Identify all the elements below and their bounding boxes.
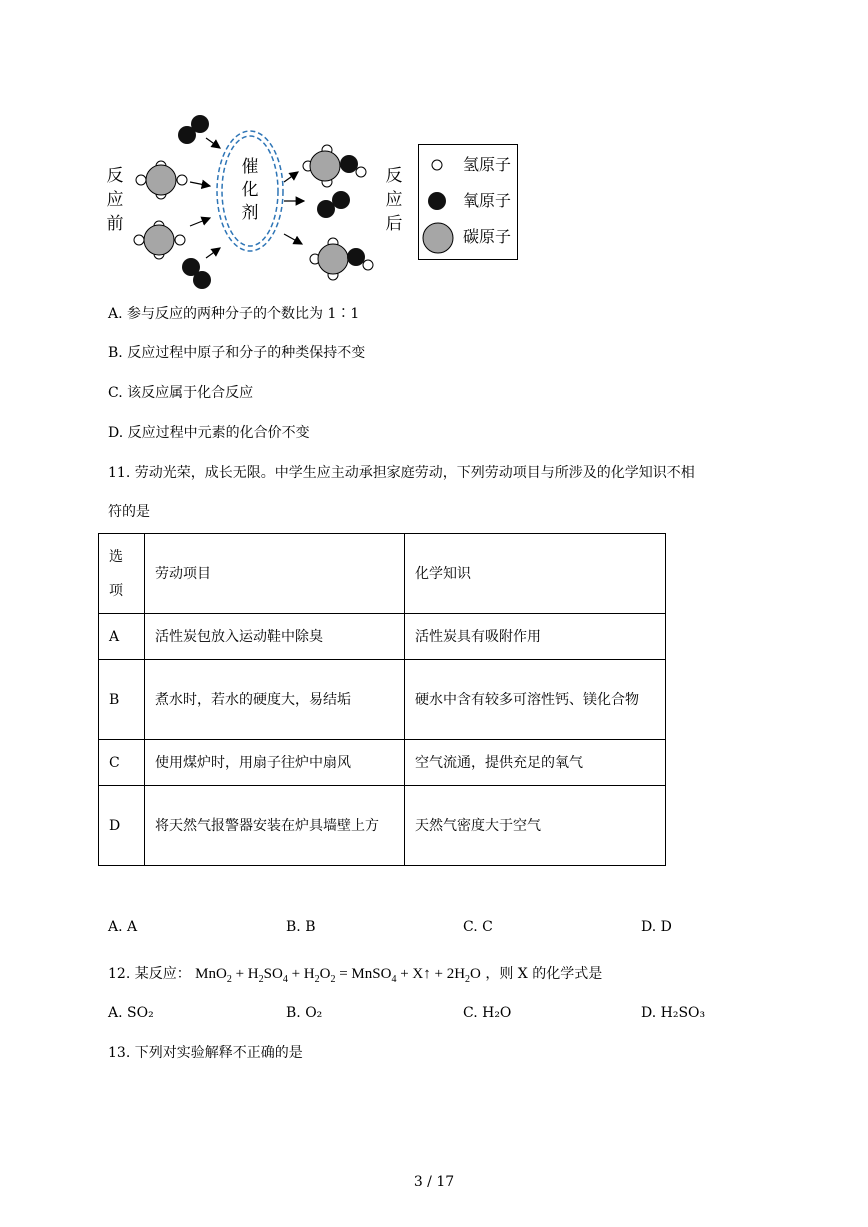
q12-option-d: D. H₂SO₃ xyxy=(641,1005,706,1021)
reaction-diagram xyxy=(100,108,530,298)
before-reaction-label: 反应前 xyxy=(106,166,124,234)
methanol-molecule-icon xyxy=(303,145,366,187)
arrow-icon xyxy=(206,248,220,258)
q13-stem: 13. 下列对实验解释不正确的是 xyxy=(108,1045,303,1061)
methane-molecule-icon xyxy=(134,221,185,259)
q12-stem-prefix: 12. 某反应： xyxy=(108,966,191,982)
q10-option-c: C. 该反应属于化合反应 xyxy=(108,385,254,401)
table-cell: 空气流通，提供充足的氧气 xyxy=(405,740,666,786)
legend-item-oxygen xyxy=(419,185,519,217)
q11-option-c: C. C xyxy=(463,919,493,935)
page-number: 3 / 17 xyxy=(413,1174,455,1190)
methanol-molecule-icon xyxy=(310,238,373,280)
q10-option-a: A. 参与反应的两种分子的个数比为 1∶1 xyxy=(108,306,360,322)
table-cell: 活性炭包放入运动鞋中除臭 xyxy=(145,614,405,660)
q12-option-a: A. SO₂ xyxy=(108,1005,154,1021)
oxygen-atom-icon xyxy=(426,190,448,212)
q10-option-b: B. 反应过程中原子和分子的种类保持不变 xyxy=(108,345,366,361)
table-cell: 天然气密度大于空气 xyxy=(405,786,666,866)
q12-option-b: B. O₂ xyxy=(286,1005,323,1021)
oxygen-molecule-icon xyxy=(178,115,209,144)
table-cell: 活性炭具有吸附作用 xyxy=(405,614,666,660)
q11-table xyxy=(98,533,666,866)
carbon-atom-icon xyxy=(421,221,455,255)
q12-stem-suffix: ，则 X 的化学式是 xyxy=(485,966,603,982)
table-header-cell: 选项 xyxy=(99,534,145,614)
table-header-cell: 劳动项目 xyxy=(145,534,405,614)
legend-label: 碳原子 xyxy=(463,227,512,246)
legend-label: 氢原子 xyxy=(463,155,512,174)
q11-option-a: A. A xyxy=(108,919,138,935)
oxygen-molecule-icon xyxy=(317,191,350,218)
q11-stem-continued: 符的是 xyxy=(108,504,150,520)
legend-item-carbon xyxy=(419,221,519,253)
q11-option-d: D. D xyxy=(641,919,672,935)
table-cell: A xyxy=(99,614,145,660)
catalyst-label: 催化剂 xyxy=(241,157,259,223)
methane-molecule-icon xyxy=(136,161,187,199)
atom-legend xyxy=(418,144,518,260)
table-row xyxy=(99,740,666,786)
legend-label: 氧原子 xyxy=(463,191,512,210)
oxygen-molecule-icon xyxy=(182,258,211,289)
table-cell: 煮水时，若水的硬度大，易结垢 xyxy=(145,660,405,740)
molecule-drawing xyxy=(100,108,420,298)
legend-item-hydrogen xyxy=(419,149,519,181)
table-cell: 将天然气报警器安装在炉具墙壁上方 xyxy=(145,786,405,866)
q12-option-c: C. H₂O xyxy=(463,1005,512,1021)
table-cell: 硬水中含有较多可溶性钙、镁化合物 xyxy=(405,660,666,740)
after-reaction-label: 反应后 xyxy=(385,166,403,234)
table-cell: 使用煤炉时，用扇子往炉中扇风 xyxy=(145,740,405,786)
arrow-icon xyxy=(190,218,210,226)
table-cell: B xyxy=(99,660,145,740)
table-row xyxy=(99,786,666,866)
arrow-icon xyxy=(206,138,220,148)
hydrogen-atom-icon xyxy=(429,157,445,173)
q11-option-b: B. B xyxy=(286,919,316,935)
reaction-equation: $MnO_2 + H_2SO_4 + H_2O_2$ = MnSO$_4$ + X↑ + $2H_2O$ xyxy=(195,966,481,985)
arrow-icon xyxy=(190,182,210,186)
table-cell: C xyxy=(99,740,145,786)
arrow-icon xyxy=(284,172,298,182)
q11-stem: 11. 劳动光荣，成长无限。中学生应主动承担家庭劳动，下列劳动项目与所涉及的化学知识不相 xyxy=(108,465,695,481)
table-cell: D xyxy=(99,786,145,866)
arrow-icon xyxy=(284,234,302,244)
table-header-cell: 化学知识 xyxy=(405,534,666,614)
table-row xyxy=(99,660,666,740)
table-row xyxy=(99,614,666,660)
q10-option-d: D. 反应过程中元素的化合价不变 xyxy=(108,425,310,441)
q12-stem xyxy=(108,964,602,990)
table-header-row xyxy=(99,534,666,614)
